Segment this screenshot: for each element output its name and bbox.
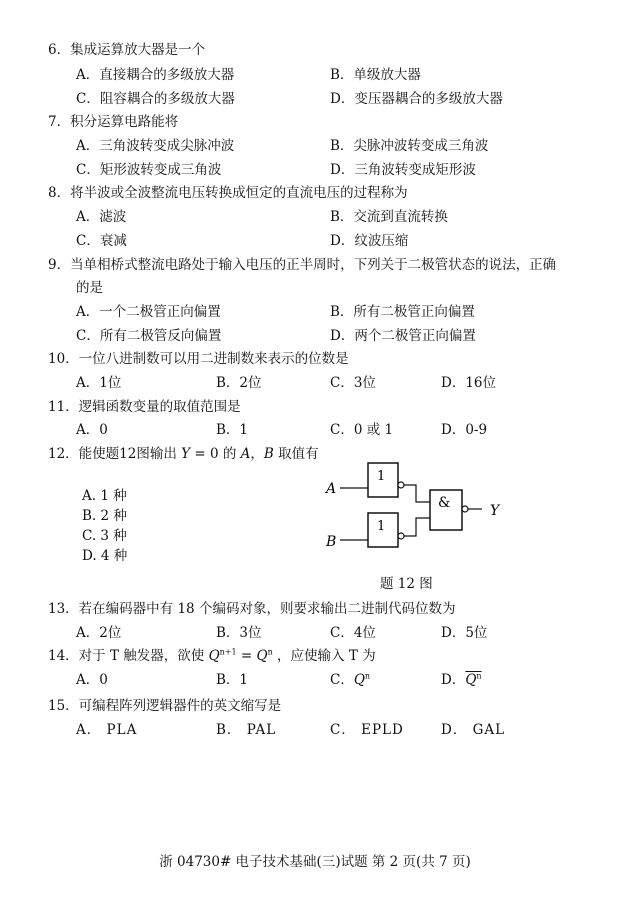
q6-option-d: D．变压器耦合的多级放大器 bbox=[330, 91, 503, 107]
q9-option-a: A．一个二极管正向偏置 bbox=[76, 304, 221, 320]
q14-option-c bbox=[330, 668, 370, 688]
and-gate-bubble bbox=[462, 506, 468, 512]
q12-option-c: C. 3 种 bbox=[82, 528, 127, 544]
q9-option-b: B．所有二极管正向偏置 bbox=[330, 304, 475, 320]
q14-sup-n1: n+1 bbox=[219, 647, 237, 657]
q14-equals: = bbox=[236, 648, 257, 664]
question-14-stem bbox=[48, 644, 376, 664]
question-13-stem: 13．若在编码器中有 18 个编码对象，则要求输出二进制代码位数为 bbox=[48, 601, 456, 617]
q12-var-a: A bbox=[240, 446, 251, 462]
q14-stem-prefix: 14．对于 T 触发器，欲使 bbox=[48, 648, 205, 664]
q12-option-b: B. 2 种 bbox=[82, 508, 127, 524]
q10-option-c: C．3位 bbox=[330, 375, 376, 391]
wire-g1-and bbox=[404, 485, 430, 502]
q13-option-c: C．4位 bbox=[330, 625, 376, 641]
q12-var-y: Y bbox=[181, 446, 191, 462]
q15-option-d: D． GAL bbox=[441, 722, 506, 738]
question-7-stem: 7．积分运算电路能将 bbox=[48, 114, 179, 130]
question-6-stem: 6．集成运算放大器是一个 bbox=[48, 42, 206, 58]
q15-option-b: B． PAL bbox=[216, 722, 277, 738]
q14-option-d-q: Q bbox=[465, 672, 477, 688]
not-gate-2-bubble bbox=[398, 533, 404, 539]
q12-var-b: B bbox=[263, 446, 274, 462]
wire-g2-and bbox=[404, 518, 430, 536]
q14-q2: Q bbox=[256, 648, 268, 664]
q12-figure-caption: 题 12 图 bbox=[380, 576, 433, 592]
q7-option-b: B．尖脉冲波转变成三角波 bbox=[330, 138, 489, 154]
question-8-stem: 8．将半波或全波整流电压转换成恒定的直流电压的过程称为 bbox=[48, 185, 408, 201]
q14-option-d bbox=[441, 668, 482, 688]
label-output-y: Y bbox=[490, 503, 500, 519]
q14-q: Q bbox=[208, 648, 220, 664]
q9-option-c: C．所有二极管反向偏置 bbox=[76, 328, 222, 344]
q8-option-d: D．纹波压缩 bbox=[330, 233, 409, 249]
q6-option-c: C．阻容耦合的多级放大器 bbox=[76, 91, 235, 107]
question-15-stem: 15．可编程阵列逻辑器件的英文缩写是 bbox=[48, 698, 282, 714]
question-10-stem: 10．一位八进制数可以用二进制数来表示的位数是 bbox=[48, 351, 349, 367]
q14-option-b: B．1 bbox=[216, 672, 249, 688]
q7-option-d: D．三角波转变成矩形波 bbox=[330, 162, 476, 178]
q11-option-a: A．0 bbox=[76, 422, 108, 438]
q8-option-b: B．交流到直流转换 bbox=[330, 209, 448, 225]
q15-option-c: C． EPLD bbox=[330, 722, 404, 738]
q9-option-d: D．两个二极管正向偏置 bbox=[330, 328, 476, 344]
q7-option-a: A．三角波转变成尖脉冲波 bbox=[76, 138, 235, 154]
q12-stem-mid: = 0 的 bbox=[194, 446, 237, 462]
question-9-stem-continued: 的是 bbox=[76, 280, 103, 296]
page-footer: 浙 04730# 电子技术基础(三)试题 第 2 页(共 7 页) bbox=[159, 854, 471, 870]
q14-option-c-q: Q bbox=[353, 672, 365, 688]
q12-option-d: D. 4 种 bbox=[82, 548, 128, 564]
q14-option-c-sup: n bbox=[364, 671, 371, 681]
q14-option-d-sup: n bbox=[476, 671, 482, 681]
q14-option-d-label: D． bbox=[441, 672, 466, 688]
q8-option-c: C．衰减 bbox=[76, 233, 127, 249]
q11-option-d: D．0-9 bbox=[441, 422, 488, 438]
question-9-stem: 9．当单相桥式整流电路处于输入电压的正半周时，下列关于二极管状态的说法，正确 bbox=[48, 257, 557, 273]
q6-option-a: A．直接耦合的多级放大器 bbox=[76, 67, 235, 83]
q11-option-b: B．1 bbox=[216, 422, 249, 438]
q12-comma: ， bbox=[250, 446, 264, 462]
q11-option-c: C．0 或 1 bbox=[330, 422, 394, 438]
q12-option-a: A. 1 种 bbox=[82, 488, 127, 504]
q15-option-a: A． PLA bbox=[76, 722, 138, 738]
q10-option-a: A．1位 bbox=[76, 375, 122, 391]
q14-option-a: A．0 bbox=[76, 672, 108, 688]
q14-sup-n: n bbox=[267, 647, 273, 657]
q10-option-d: D．16位 bbox=[441, 375, 497, 391]
q13-option-b: B．3位 bbox=[216, 625, 262, 641]
q8-option-a: A．滤波 bbox=[76, 209, 127, 225]
q12-logic-diagram bbox=[320, 460, 520, 560]
q13-option-d: D．5位 bbox=[441, 625, 488, 641]
label-input-b: B bbox=[326, 534, 337, 550]
label-input-a: A bbox=[326, 481, 337, 497]
q12-stem-prefix: 12．能使题12图输出 bbox=[48, 446, 177, 462]
q6-option-b: B．单级放大器 bbox=[330, 67, 421, 83]
label-and: & bbox=[438, 495, 451, 511]
q13-option-a: A．2位 bbox=[76, 625, 122, 641]
q12-stem-suffix: 取值有 bbox=[278, 446, 319, 462]
q7-option-c: C．矩形波转变成三角波 bbox=[76, 162, 222, 178]
not-gate-1-bubble bbox=[398, 482, 404, 488]
label-gate2: 1 bbox=[377, 519, 386, 534]
question-11-stem: 11．逻辑函数变量的取值范围是 bbox=[48, 399, 241, 415]
q14-option-c-label: C． bbox=[330, 672, 354, 688]
question-12-stem bbox=[48, 442, 319, 462]
label-gate1: 1 bbox=[377, 469, 386, 484]
q10-option-b: B．2位 bbox=[216, 375, 262, 391]
q14-stem-suffix: ，应使输入 T 为 bbox=[277, 648, 376, 664]
